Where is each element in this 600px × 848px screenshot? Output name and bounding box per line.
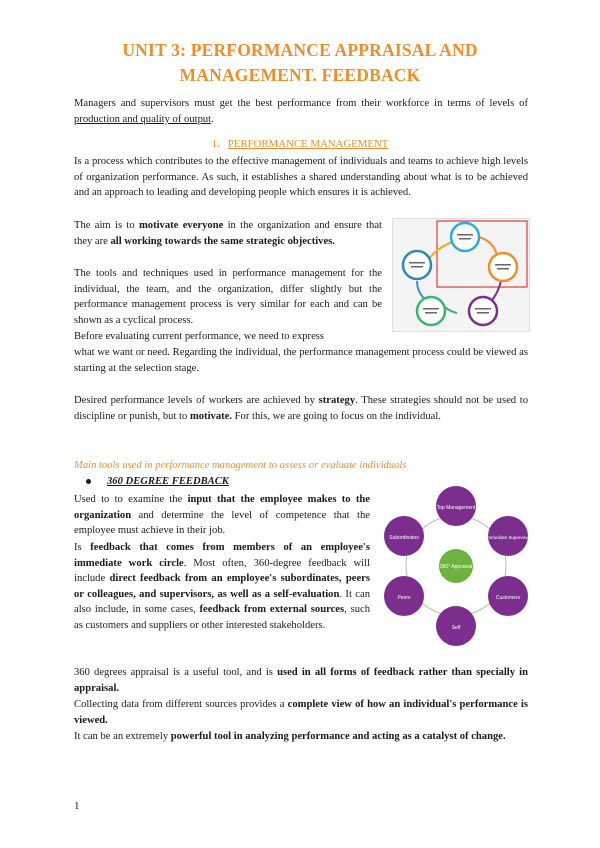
feedback-p3 [74, 665, 528, 696]
tools-paragraph: The tools and techniques used in performance management for the individual, the team, and the organization, differ slightly but the performance management process is very similar for each and can be shown as a cyclical process. [74, 268, 382, 326]
section-heading-performance-management [0, 138, 600, 150]
title-line-2: MANAGEMENT. FEEDBACK [179, 65, 421, 85]
intro-text: Managers and supervisors must get the best performance from their workforce in terms of levels of [74, 98, 528, 109]
feedback-p5 [74, 729, 528, 745]
performance-cycle-figure [392, 218, 530, 332]
p1-text-b: and determine the level of competence that the employee must achieve in their job. [74, 509, 370, 537]
desired-bold-a: strategy [318, 395, 356, 406]
desired-text-a: Desired performance levels of workers are achieved by [74, 395, 319, 406]
p2-text-a: Is [74, 542, 91, 553]
before-first-line: Before evaluating current performance, we need to express [74, 331, 325, 342]
desired-paragraph [74, 393, 528, 424]
node-customers-label: Customers [495, 595, 521, 601]
bullet-360-label: 360 DEGREE FEEDBACK [107, 476, 229, 487]
cycle-diagram [393, 219, 529, 331]
p1-text-a: Used to to examine the [74, 494, 188, 505]
desired-text-c: For this, we are going to focus on the individual. [232, 410, 441, 422]
desired-bold-b: motivate. [189, 410, 233, 422]
section-heading-text: PERFORMANCE MANAGEMENT [227, 138, 389, 150]
page-title [60, 38, 540, 88]
appraisal-360-diagram [382, 482, 530, 647]
p2-text-b: . Most often, 360-degree feedback will include [74, 557, 370, 585]
aim-text-a: The aim is to [74, 220, 139, 231]
node-center [438, 548, 474, 584]
bullet-dot-icon [86, 479, 91, 484]
p1-bold: input that the employee makes to the organization [74, 494, 370, 521]
page-number: 1 [74, 800, 80, 812]
p3-text: 360 degrees appraisal is a useful tool, and is [74, 667, 278, 678]
node-peers [384, 576, 424, 616]
title-line-1: UNIT 3: PERFORMANCE APPRAISAL AND [122, 40, 478, 60]
appraisal-360-figure [382, 482, 530, 647]
aim-bold-a: motivate everyone [138, 220, 224, 231]
aim-bold-b: all working towards the same strategic objectives. [110, 235, 335, 247]
p2-bold-a: feedback that comes from members of an employee's immediate work circle [74, 542, 370, 569]
p4-text: Collecting data from different sources provides a [74, 699, 288, 710]
feedback-p1 [74, 492, 370, 539]
tools-heading: Main tools used in performance management to assess or evaluate individuals [74, 460, 407, 471]
node-self-label: Self [451, 625, 461, 631]
desired-text-b: . These strategies should not be used to discipline or punish, but to [74, 395, 529, 422]
node-subordinates [384, 516, 424, 556]
intro-underlined: production and quality of output [74, 113, 212, 125]
node-immediate-supervisor-label: Immediate Supervisor [486, 535, 530, 540]
intro-end: . [211, 113, 214, 125]
aim-paragraph [74, 218, 382, 249]
p2-bold-c: feedback from external sources [199, 604, 345, 616]
definition-paragraph: Is a process which contributes to the effective management of individuals and teams to achieve high levels of organization performance. As such, it establishes a shared understanding about what is to be achieved and an approach to leading and developing people which ensures it is achieved. [74, 156, 528, 199]
feedback-p2 [74, 540, 370, 634]
p2-bold-b: direct feedback from an employee's subordinates, peers or colleagues, and supervisors, as well as a self-evaluation [74, 573, 370, 600]
p3-bold: used in all forms of feedback rather than specially in appraisal. [74, 667, 528, 694]
node-customers [488, 576, 528, 616]
aim-text-b: in the organization and ensure that they are [74, 220, 382, 247]
p4-bold: complete view of how an individual's performance is viewed. [74, 699, 528, 726]
p5-text: It can be an extremely [74, 731, 171, 742]
node-immediate-supervisor [486, 516, 530, 556]
node-top-management-label: Top Management [436, 505, 476, 511]
node-center-label: 360° Appraisal [439, 564, 473, 570]
intro-paragraph [74, 96, 528, 127]
feedback-p4 [74, 697, 528, 728]
node-top-management [436, 486, 476, 526]
before-paragraph: what we want or need. Regarding the individual, the performance management process could be viewed as starting at the selection stage. [74, 347, 528, 374]
section-number: 1. [211, 138, 220, 150]
node-peers-label: Peers [397, 595, 411, 601]
node-subordinates-label: Subordinates [389, 535, 419, 541]
node-self [436, 606, 476, 646]
p2-text-c: . It can also include, in some cases, [74, 588, 370, 616]
p5-bold: powerful tool in analyzing performance and acting as a catalyst of change. [170, 731, 506, 742]
p2-text-d: , such as customers and suppliers or other interested stakeholders. [74, 604, 370, 631]
bullet-360-feedback [86, 476, 229, 487]
